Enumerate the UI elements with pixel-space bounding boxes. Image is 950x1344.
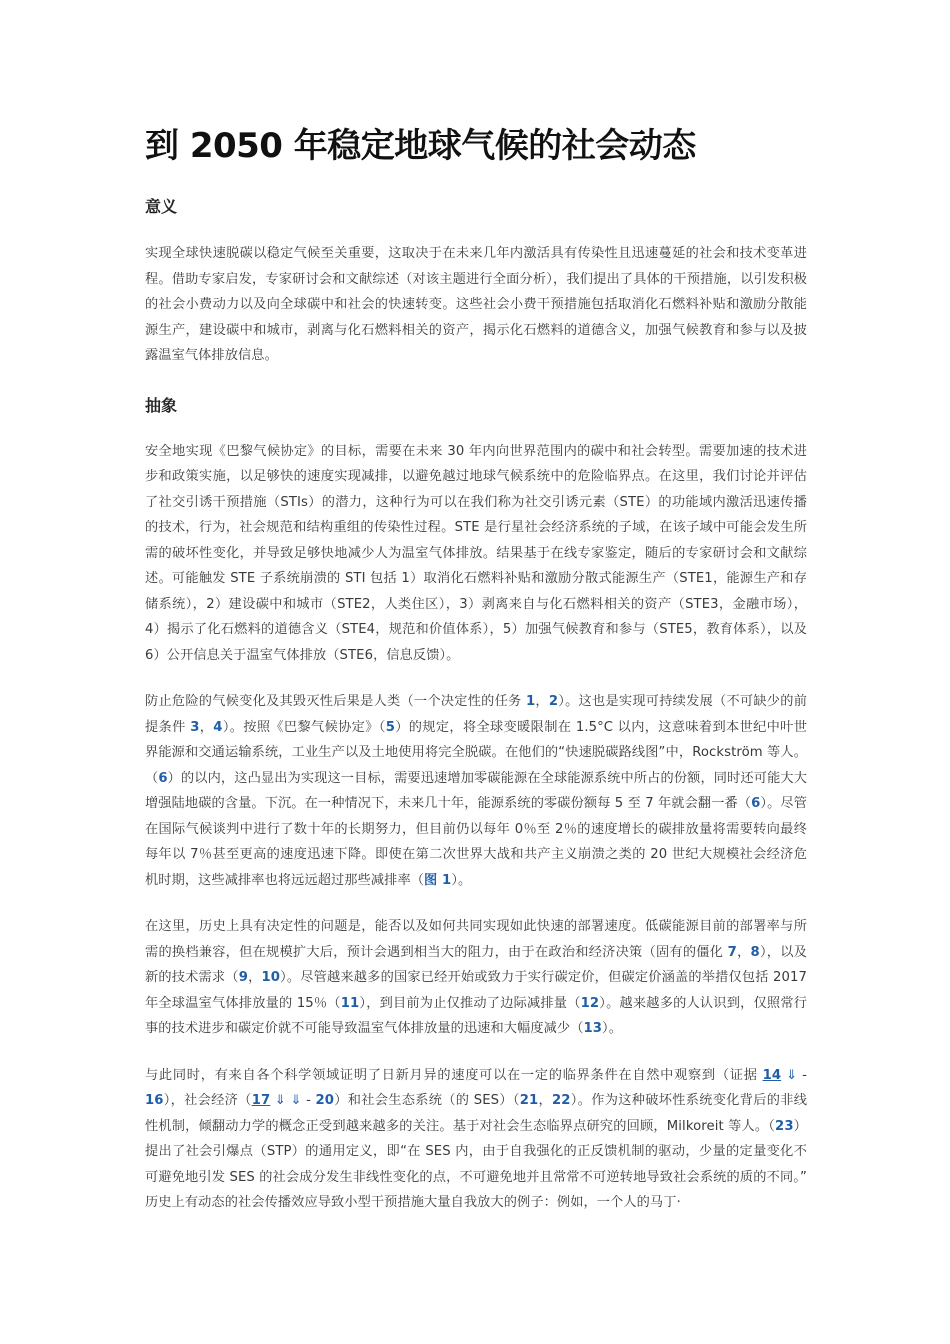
citation-link[interactable]: 1 (525, 694, 536, 709)
body-paragraph-1 (145, 689, 807, 893)
citation-link[interactable]: 4 (213, 719, 223, 735)
text-run: ）的规定，将全球变暖限制在 1.5°C 以内，这意味着到本世纪中叶世界能源和交通运输系统，工业生产以及土地使用将完全脱碳。在他们的“快速脱碳路线图”中，Rockström 等人。（ (145, 719, 808, 786)
text-run: ， (535, 694, 549, 709)
citation-link[interactable]: 10 (261, 970, 281, 985)
text-run: - (797, 1067, 808, 1083)
citation-link[interactable]: 21 (519, 1093, 539, 1108)
citation-link[interactable]: 3 (190, 719, 200, 735)
text-run: ， (736, 944, 751, 960)
citation-link[interactable]: 12 (580, 995, 600, 1011)
citation-link[interactable]: 23 (775, 1118, 794, 1134)
citation-link[interactable]: 14 (762, 1067, 782, 1083)
text-run: ）提出了社会引爆点（STP）的通用定义，即“在 SES 内，由于自我强化的正反馈机制的驱动，少量的定量变化不可避免地引发 SES 的社会成分发生非线性变化的点，不可避免地并且常常不可逆转地导致社会系统的质的不同。” 历史上有动态的社会传播效应导致小型干预措施大量自我放大的例子：例如，一个人的马丁· (145, 1118, 807, 1210)
figure-link[interactable]: 图 1 (424, 872, 452, 888)
citation-link[interactable]: 11 (340, 995, 360, 1011)
down-arrow-icon[interactable]: ⇓ (274, 1093, 286, 1108)
text-run: ， (247, 970, 262, 985)
text-run: ）和社会生态系统（的 SES）（ (334, 1093, 520, 1108)
citation-link[interactable]: 16 (145, 1093, 164, 1108)
text-run: ）。按照《巴黎气候协定》（ (222, 719, 386, 735)
citation-link[interactable]: 8 (750, 944, 760, 960)
citation-link[interactable]: 17 (251, 1093, 271, 1108)
text-run: ）。越来越多的人认识到，仅照常行事的技术进步和碳定价就不可能导致温室气体排放量的迅速和大幅度减少（ (145, 995, 808, 1036)
text-run: 防止危险的气候变化及其毁灭性后果是人类（一个决定性的任务 (145, 694, 526, 709)
text-run: 在这里，历史上具有决定性的问题是，能否以及如何共同实现如此快速的部署速度。低碳能源目前的部署率与所需的换档兼容，但在规模扩大后，预计会遇到相当大的阻力，由于在政治和经济决策（固有的僵化 (145, 919, 807, 960)
citation-link[interactable]: 13 (583, 1021, 603, 1036)
citation-link[interactable]: 6 (751, 796, 761, 811)
article (145, 118, 807, 1216)
body-paragraph-3 (145, 1063, 807, 1216)
citation-link[interactable]: 22 (552, 1093, 571, 1108)
text-run: ）的以内，这凸显出为实现这一目标，需要迅速增加零碳能源在全球能源系统中所占的份额，同时还可能大大增强陆地碳的含量。下沉。在一种情况下，未来几十年，能源系统的零碳份额每 5 至 7 年就会翻一番（ (145, 770, 807, 811)
citation-link[interactable]: 6 (158, 770, 168, 786)
text-run: ），以及新的技术需求（ (145, 944, 807, 985)
text-run: ）。尽管越来越多的国家已经开始或致力于实行碳定价，但碳定价涵盖的举措仅包括 2017 年全球温室气体排放量的 15％（ (145, 970, 807, 1011)
down-arrow-icon[interactable]: ⇓ (290, 1093, 302, 1108)
citation-link[interactable]: 5 (385, 719, 395, 735)
body-paragraph-2 (145, 914, 807, 1042)
citation-link[interactable]: 20 (315, 1093, 335, 1108)
text-run: ， (199, 719, 214, 735)
text-run: ），到目前为止仅推动了边际减排量（ (359, 995, 581, 1011)
citation-link[interactable]: 2 (548, 694, 559, 709)
text-run: ， (538, 1093, 553, 1108)
citation-link[interactable]: 7 (727, 944, 737, 960)
text-run: - (301, 1093, 316, 1108)
down-arrow-icon[interactable]: ⇓ (786, 1067, 798, 1083)
text-run: ）。 (602, 1021, 623, 1036)
text-run: ），社会经济（ (163, 1093, 252, 1108)
significance-paragraph: 实现全球快速脱碳以稳定气候至关重要，这取决于在未来几年内激活具有传染性且迅速蔓延的社会和技术变革进程。借助专家启发，专家研讨会和文献综述（对该主题进行全面分析），我们提出了具体的干预措施，以引发积极的社会小费动力以及向全球碳中和社会的快速转变。这些社会小费干预措施包括取消化石燃料补贴和激励分散能源生产，建设碳中和城市，剥离与化石燃料相关的资产，揭示化石燃料的道德含义，加强气候教育和参与以及披露温室气体排放信息。 (145, 246, 807, 363)
abstract-paragraph: 安全地实现《巴黎气候协定》的目标，需要在未来 30 年内向世界范围内的碳中和社会转型。需要加速的技术进步和政策实施，以足够快的速度实现减排，以避免越过地球气候系统中的危险临界点。在这里，我们讨论并评估了社交引诱干预措施（STIs）的潜力，这种行为可以在我们称为社交引诱元素（STE）的功能域内激活迅速传播的技术，行为，社会规范和结构重组的传染性过程。STE 是行星社会经济系统的子域，在该子域中可能会发生所需的破坏性变化，并导致足够快地减少人为温室气体排放。结果基于在线专家鉴定，随后的专家研讨会和文献综述。可能触发 STE 子系统崩溃的 STI 包括 1）取消化石燃料补贴和激励分散式能源生产（STE1，能源生产和存储系统），2）建设碳中和城市（STE2，人类住区），3）剥离来自与化石燃料相关的资产（STE3，金融市场），4）揭示了化石燃料的道德含义（STE4，规范和价值体系），5）加强气候教育和参与（STE5，教育体系），以及 6）公开信息关于温室气体排放（STE6，信息反馈）。 (145, 443, 807, 663)
text-run: 与此同时，有来自各个科学领域证明了日新月异的速度可以在一定的临界条件在自然中观察到（证据 (145, 1067, 763, 1083)
text-run: ）。这也是实现可持续发展（不可缺少的前提条件 (145, 694, 807, 735)
text-run: ）。尽管在国际气候谈判中进行了数十年的长期努力，但目前仍以每年 0％至 2％的速度增长的碳排放量将需要转向最终每年以 7％甚至更高的速度迅速下降。即使在第二次世界大战和共产主义崩溃之类的 20 世纪大规模社会经济危机时期，这些减排率也将远远超过那些减排率（ (145, 796, 807, 888)
section-heading-abstract: 抽象 (145, 395, 178, 415)
text-run: ）。 (451, 872, 472, 888)
page-title: 到 2050 年稳定地球气候的社会动态 (145, 126, 696, 166)
text-run: ）。作为这种破坏性系统变化背后的非线性机制，倾翻动力学的概念正受到越来越多的关注。基于对社会生态临界点研究的回顾，Milkoreit 等人。（ (145, 1093, 808, 1134)
citation-link[interactable]: 9 (238, 970, 248, 985)
section-heading-significance: 意义 (145, 197, 178, 216)
